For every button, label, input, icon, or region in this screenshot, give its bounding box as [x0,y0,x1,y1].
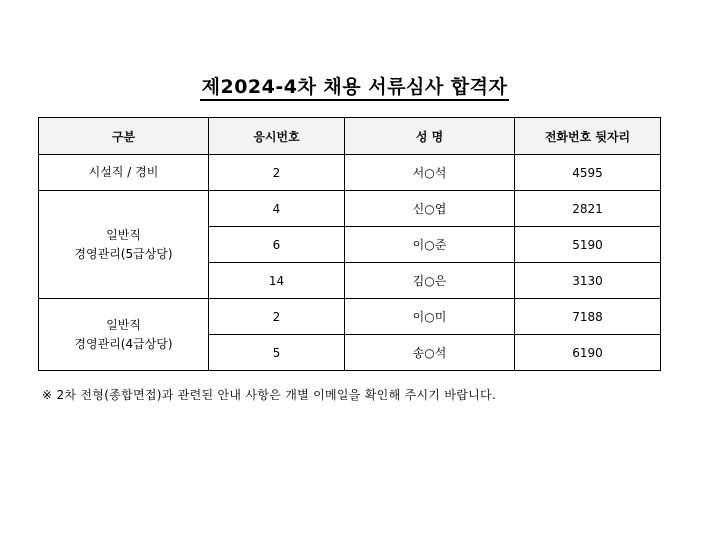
table-row [39,155,661,191]
applicant-name: 신○엽 [345,191,515,227]
applicant-number: 6 [209,227,345,263]
page-title-text: 제2024-4차 채용 서류심사 합격자 [200,76,510,101]
category-cell [39,155,209,191]
category-cell [39,299,209,371]
page-title [0,72,709,99]
applicant-name: 김○은 [345,263,515,299]
applicant-number: 2 [209,155,345,191]
applicant-name: 서○석 [345,155,515,191]
header-phone: 전화번호 뒷자리 [515,118,661,155]
header-name: 성 명 [345,118,515,155]
category-line: 일반직 [106,227,141,242]
applicant-name: 이○준 [345,227,515,263]
category-line: 경영관리(4급상당) [74,336,173,351]
notice-text: ※ 2차 전형(종합면접)과 관련된 안내 사항은 개별 이메일을 확인해 주시기 바랍니다. [42,388,497,402]
phone-suffix: 4595 [515,155,661,191]
phone-suffix: 7188 [515,299,661,335]
applicant-number: 4 [209,191,345,227]
phone-suffix: 6190 [515,335,661,371]
category-line: 시설직 / 경비 [88,165,159,179]
category-line: 일반직 [106,317,141,332]
phone-suffix: 3130 [515,263,661,299]
applicant-name: 이○미 [345,299,515,335]
category-line: 경영관리(5급상당) [74,246,173,261]
applicant-number: 14 [209,263,345,299]
results-table [38,117,661,371]
header-number: 응시번호 [209,118,345,155]
applicant-name: 송○석 [345,335,515,371]
applicant-number: 2 [209,299,345,335]
category-cell [39,191,209,299]
phone-suffix: 5190 [515,227,661,263]
applicant-number: 5 [209,335,345,371]
table-row [39,191,661,227]
table-header-row [39,118,661,155]
header-category: 구분 [39,118,209,155]
phone-suffix: 2821 [515,191,661,227]
table-row [39,299,661,335]
